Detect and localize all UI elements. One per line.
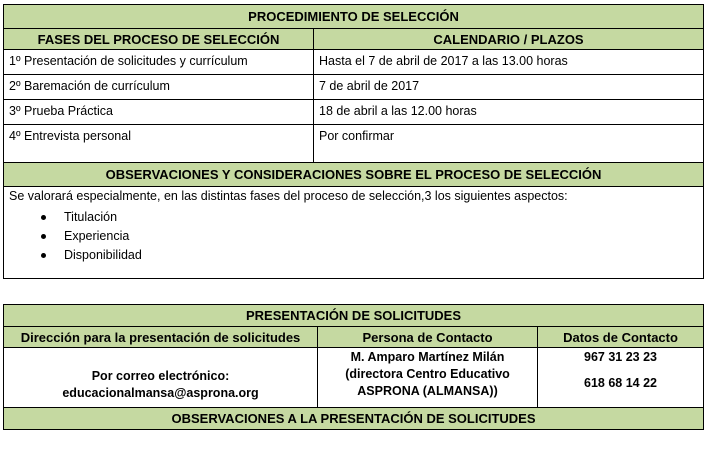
aspectos-list	[9, 208, 703, 265]
telefono-1: 967 31 23 23	[584, 350, 657, 364]
direccion-cell	[4, 348, 318, 408]
persona-centro: ASPRONA (ALMANSA))	[357, 384, 498, 398]
datos-cell	[538, 348, 704, 408]
col-direccion-header: Dirección para la presentación de solicitudes	[4, 327, 318, 348]
col-persona-header: Persona de Contacto	[318, 327, 538, 348]
solicitudes-table	[3, 304, 704, 430]
fase-1: 1º Presentación de solicitudes y currículum	[4, 50, 314, 75]
email-address: educacionalmansa@asprona.org	[62, 386, 259, 400]
observaciones-seleccion-body	[4, 187, 704, 279]
telefono-2: 618 68 14 22	[584, 376, 657, 390]
observaciones-text: Se valorará especialmente, en las distintas fases del proceso de selección,3 los siguientes aspectos:	[9, 189, 568, 203]
col-calendario-header: CALENDARIO / PLAZOS	[314, 29, 704, 50]
observaciones-seleccion-title: OBSERVACIONES Y CONSIDERACIONES SOBRE EL PROCESO DE SELECCIÓN	[4, 163, 704, 187]
plazo-3: 18 de abril a las 12.00 horas	[314, 100, 704, 125]
list-item: Titulación	[64, 208, 703, 227]
col-datos-header: Datos de Contacto	[538, 327, 704, 348]
persona-cargo: (directora Centro Educativo	[345, 367, 510, 381]
fase-3: 3º Prueba Práctica	[4, 100, 314, 125]
plazo-4: Por confirmar	[314, 125, 704, 163]
direccion-label: Por correo electrónico:	[91, 369, 230, 383]
seleccion-title: PROCEDIMIENTO DE SELECCIÓN	[4, 5, 704, 29]
plazo-2: 7 de abril de 2017	[314, 75, 704, 100]
fase-4: 4º Entrevista personal	[4, 125, 314, 163]
col-fases-header: FASES DEL PROCESO DE SELECCIÓN	[4, 29, 314, 50]
list-item: Disponibilidad	[64, 246, 703, 265]
persona-nombre: M. Amparo Martínez Milán	[350, 350, 505, 364]
persona-cell	[318, 348, 538, 408]
plazo-1: Hasta el 7 de abril de 2017 a las 13.00 horas	[314, 50, 704, 75]
seleccion-table	[3, 4, 704, 279]
observaciones-solicitudes-title: OBSERVACIONES A LA PRESENTACIÓN DE SOLICITUDES	[4, 408, 704, 430]
list-item: Experiencia	[64, 227, 703, 246]
fase-2: 2º Baremación de currículum	[4, 75, 314, 100]
solicitudes-title: PRESENTACIÓN DE SOLICITUDES	[4, 305, 704, 327]
